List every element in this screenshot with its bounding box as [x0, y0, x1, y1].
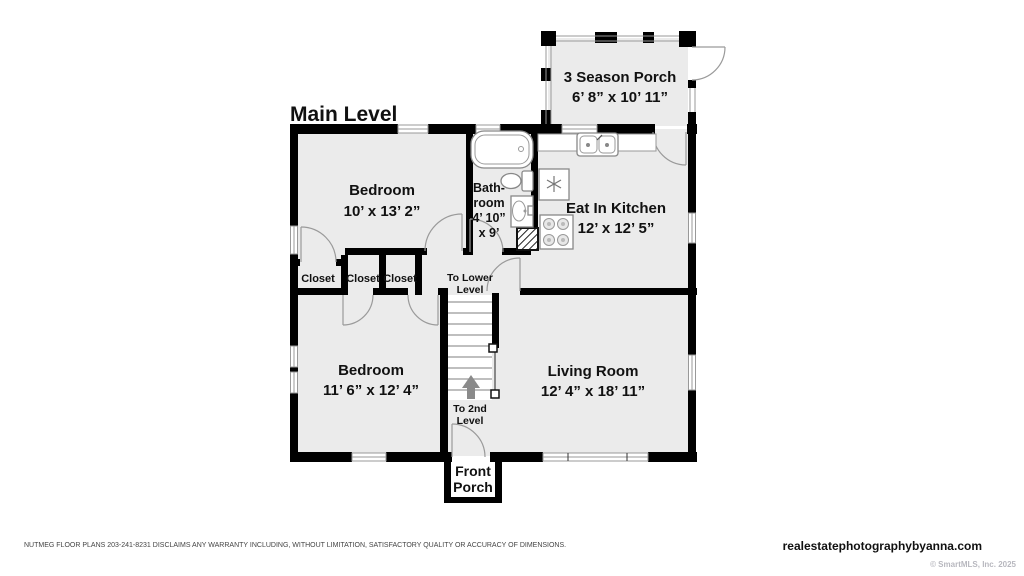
website-text: realestatephotographybyanna.com	[782, 539, 982, 553]
bathroom-dims-line2: x 9’	[478, 226, 500, 240]
refrigerator-icon	[539, 169, 569, 200]
stair-rail-wall	[492, 293, 499, 348]
chimney	[517, 228, 538, 250]
closet-1-label: Closet	[301, 273, 335, 285]
bathroom-label-line2: room	[473, 196, 505, 210]
to-2nd-level-label-line1: To 2nd	[453, 403, 487, 415]
closet-2-label: Closet	[346, 273, 380, 285]
bedroom-top-dims: 10’ x 13’ 2”	[343, 203, 421, 220]
season-porch-dims: 6’ 8” x 10’ 11”	[572, 89, 668, 106]
front-porch-label-line1: Front	[455, 463, 491, 479]
bedroom-top-label: Bedroom	[349, 182, 415, 199]
kitchen-dims: 12’ x 12’ 5”	[577, 220, 655, 237]
living-room-label: Living Room	[547, 363, 639, 380]
front-porch-label-line2: Porch	[453, 479, 493, 495]
bathtub-icon	[471, 131, 533, 168]
to-lower-level-label-line2: Level	[456, 284, 484, 296]
kitchen-sink-icon	[577, 133, 618, 156]
to-2nd-level-label-line2: Level	[456, 415, 484, 427]
bathroom-dims-line1: 4’ 10”	[472, 211, 506, 225]
disclaimer-text: NUTMEG FLOOR PLANS 203-241-8231 DISCLAIMS ANY WARRANTY INCLUDING, WITHOUT LIMITATION, SATISFACTORY QUALITY OR ACCURACY OF DIMENSIONS.	[24, 542, 567, 549]
page-title: Main Level	[290, 103, 398, 126]
bath-sink-icon	[511, 196, 533, 227]
closet-3-label: Closet	[383, 273, 417, 285]
bathroom-label-line1: Bath-	[473, 181, 505, 195]
copyright-text: © SmartMLS, Inc. 2025	[930, 560, 1016, 569]
bedroom-bottom-label: Bedroom	[338, 362, 404, 379]
season-porch-label: 3 Season Porch	[563, 69, 677, 86]
stove-icon	[540, 215, 573, 249]
living-room-dims: 12’ 4” x 18’ 11”	[540, 383, 646, 400]
to-lower-level-label-line1: To Lower	[447, 272, 493, 284]
bedroom-bottom-dims: 11’ 6” x 12’ 4”	[323, 382, 419, 399]
kitchen-label: Eat In Kitchen	[565, 200, 667, 217]
